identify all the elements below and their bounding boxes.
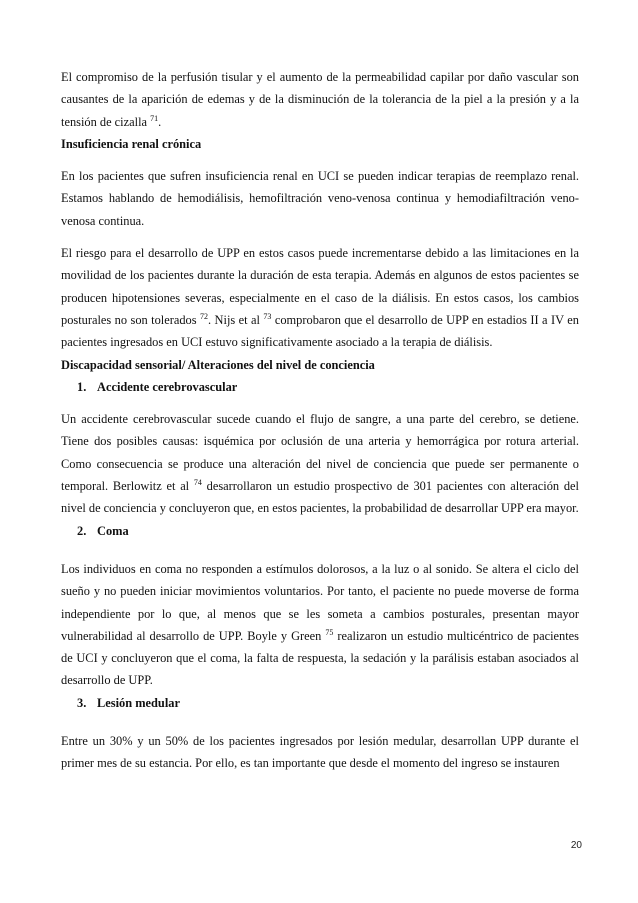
citation-ref: 72 [200,311,209,321]
list-item-lesion: 3. Lesión medular [77,695,180,710]
paragraph-lesion: Entre un 30% y un 50% de los pacientes ingresados por lesión medular, desarrollan UPP durante el primer mes de su estancia. Por ello, es tan importante que desde el momento del ingreso se instauren [61,734,579,771]
paragraph-perfusion: El compromiso de la perfusión tisular y el aumento de la permeabilidad capilar por daño vascular son causantes de la aparición de edemas y de la disminución de la tolerancia de la piel a la presión y a la tensión de cizalla $^{71}$. [61,70,579,129]
paragraph-renal-intro: En los pacientes que sufren insuficiencia renal en UCI se pueden indicar terapias de reemplazo renal. Estamos hablando de hemodiálisis, hemofiltración veno-venosa continua y hemodiafiltración veno-venosa continua. [61,169,579,228]
list-item-coma: 2. Coma [77,523,129,538]
citation-ref: 74 [193,477,202,487]
citation-ref: 75 [325,627,334,637]
page-content [61,66,579,775]
heading-renal: Insuficiencia renal crónica [61,136,202,151]
citation-ref: 71 [150,113,159,123]
citation-ref: 73 [263,311,272,321]
page-number: 20 [570,840,582,851]
list-item-accidente: 1. Accidente cerebrovascular [77,379,238,394]
paragraph-coma: Los individuos en coma no responden a estímulos dolorosos, a la luz o al sonido. Se altera el ciclo del sueño y no pueden iniciar movimientos voluntarios. Por tanto, el paciente no puede moverse de forma independiente por lo que, al menos que se les someta a cambios posturales, presentan mayor vulnerabilidad al desarrollo de UPP. Boyle y Green $^{75}$ realizaron un estudio multicéntrico de pacientes de UCI y concluyeron que el coma, la falta de respuesta, la sedación y la parálisis estaban asociados al desarrollo de UPP. [61,561,579,688]
paragraph-accidente: Un accidente cerebrovascular sucede cuando el flujo de sangre, a una parte del cerebro, se detiene. Tiene dos posibles causas: isquémica por oclusión de una arteria y hemorrágica por rotura arterial. Como consecuencia se produce una alteración del nivel de conciencia que puede ser permanente o temporal. Berlowitz et al $^{74}$ desarrollaron un estudio prospectivo de 301 pacientes con alteración del nivel de conciencia y concluyeron que, en estos pacientes, la probabilidad de desarrollar UPP era mayor. [61,412,579,516]
paragraph-renal-risk: El riesgo para el desarrollo de UPP en estos casos puede incrementarse debido a las limitaciones en la movilidad de los pacientes durante la duración de esta terapia. Además en algunos de estos pacientes se producen hipotensiones severas, especialmente en el caso de la diálisis. En estos casos, los cambios posturales no son tolerados $^{72}$. Nijs et al $^{73}$ comprobaron que el desarrollo de UPP en estadios II a IV en pacientes ingresados en UCI estuvo significativamente asociado a la terapia de diálisis. [61,246,579,350]
heading-sensorial: Discapacidad sensorial/ Alteraciones del nivel de conciencia [61,357,375,372]
